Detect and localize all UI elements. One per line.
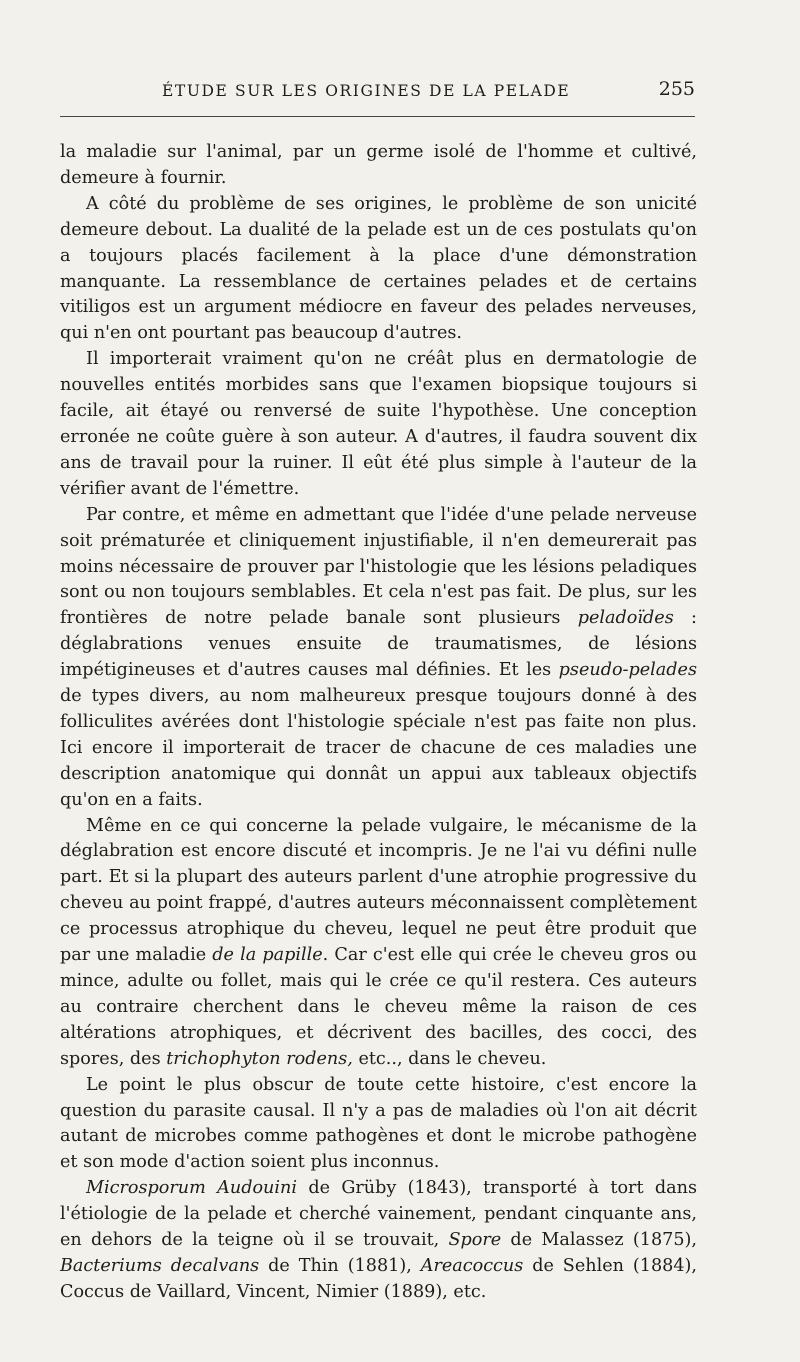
body-text xyxy=(60,140,697,1306)
italic-term: Microsporum Audouini xyxy=(86,1178,297,1199)
paragraph-6: Le point le plus obscur de toute cette histoire, c'est encore la question du parasite causal. Il n'y a pas de maladies où l'on ait décrit autant de microbes comme pathogènes et dont le microbe pathogène et son mode d'action soient plus inconnus. xyxy=(60,1074,697,1173)
paragraph-4: Par contre, et même en admettant que l'idée d'une pelade nerveuse soit prématurée et cliniquement injustifiable, il n'en demeurerait pas moins nécessaire de prouver par l'histologie que les lésions peladiques sont ou non toujours semblables. Et cela n'est pas fait. De plus, sur les frontières de notre pelade banale sont plusieurs peladoïdes : déglabrations venues ensuite de traumatismes, de lésions impétigineuses et d'autres causes mal définies. Et les pseudo-pelades de types divers, au nom malheureux presque toujours donné à des folliculites avérées dont l'histologie spéciale n'est pas faite non plus. Ici encore il importerait de tracer de chacune de ces maladies une description anatomique qui donnât un appui aux tableaux objectifs qu'on en a faits. xyxy=(60,504,697,810)
page-number: 255 xyxy=(658,78,695,100)
header-rule xyxy=(60,116,695,117)
italic-term: pseudo-pelades xyxy=(558,660,697,681)
paragraph-2: A côté du problème de ses origines, le problème de son unicité demeure debout. La dualité de la pelade est un de ces postulats qu'on a toujours placés facilement à la place d'une démonstration manquante. La ressemblance de certaines pelades et de certains vitiligos est un argument médiocre en faveur des pelades nerveuses, qui n'en ont pourtant pas beaucoup d'autres. xyxy=(60,193,697,344)
italic-term: Bacteriums decalvans xyxy=(60,1255,260,1276)
italic-term: Spore xyxy=(448,1230,502,1251)
page-header xyxy=(60,78,695,108)
paragraph-7: Microsporum Audouini de Grüby (1843), transporté à tort dans l'étiologie de la pelade et cherché vainement, pendant cinquante ans, en dehors de la teigne où il se trouvait, Spore de Malassez (1875), Bacteriums decalvans de Thin (1881), Areacoccus de Sehlen (1884), Coccus de Vaillard, Vincent, Nimier (1889), etc. xyxy=(60,1178,698,1302)
running-title: ÉTUDE SUR LES ORIGINES DE LA PELADE xyxy=(162,82,571,100)
paragraph-3: Il importerait vraiment qu'on ne créât plus en dermatologie de nouvelles entités morbides sans que l'examen biopsique toujours si facile, ait étayé ou renversé de suite l'hypothèse. Une conception erronée ne coûte guère à son auteur. A d'autres, il faudra souvent dix ans de travail pour la ruiner. Il eût été plus simple à l'auteur de la vérifier avant de l'émettre. xyxy=(60,349,697,499)
italic-term: Areacoccus xyxy=(420,1255,524,1276)
paragraph-5: Même en ce qui concerne la pelade vulgaire, le mécanisme de la déglabration est encore discuté et incompris. Je ne l'ai vu défini nulle part. Et si la plupart des auteurs parlent d'une atrophie progressive du cheveu au point frappé, d'autres auteurs méconnaissent complètement ce processus atrophique du cheveu, lequel ne peut être produit que par une maladie de la papille. Car c'est elle qui crée le cheveu gros ou mince, adulte ou follet, mais qui le crée ce qu'il restera. Ces auteurs au contraire cherchent dans le cheveu même la raison de ces altérations atrophiques, et décrivent des bacilles, des cocci, des spores, des trichophyton rodens, etc.., dans le cheveu. xyxy=(60,815,697,1069)
paragraph-1: la maladie sur l'animal, par un germe isolé de l'homme et cultivé, demeure à fournir. xyxy=(60,142,697,188)
italic-term: de la papille xyxy=(212,945,323,966)
italic-term: trichophyton rodens, xyxy=(166,1048,353,1069)
italic-term: peladoïdes xyxy=(577,608,674,629)
